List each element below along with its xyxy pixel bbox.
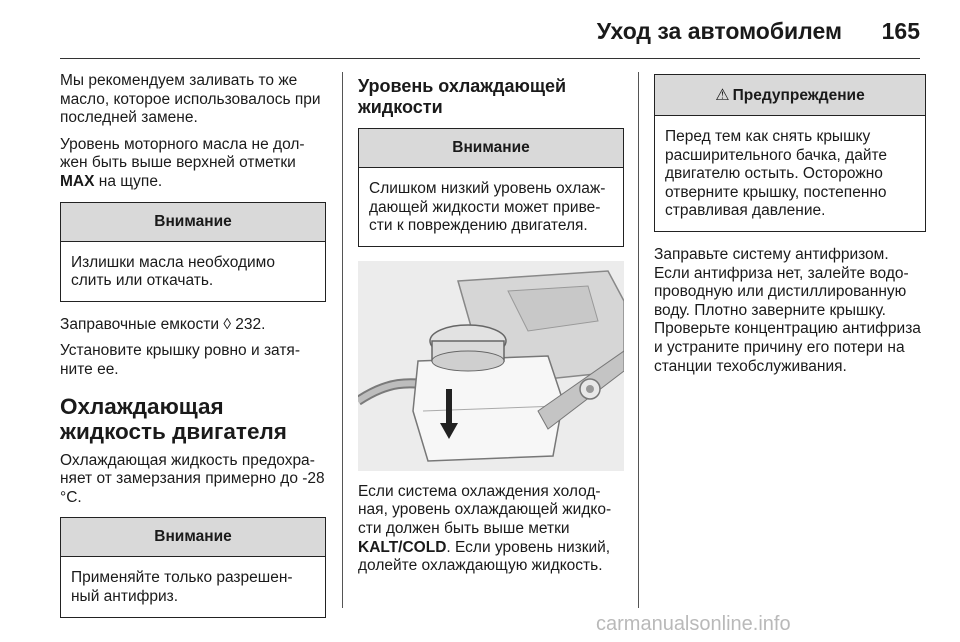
column-right (654, 72, 926, 384)
caution-title: Внимание (61, 518, 325, 557)
caution-text: Слишком низкий уровень охлаждающей жидкости может привести к повреждению двигателя. (369, 180, 606, 235)
warning-box (654, 74, 926, 232)
paragraph: Охлаждающая жидкость предохраняет от замерзания примерно до -28 °C. (60, 451, 325, 506)
kalt-cold-mark: KALT/COLD (358, 538, 447, 556)
coolant-reservoir-illustration (358, 261, 624, 471)
column-divider (638, 72, 639, 608)
caution-text: Излишки масла необходимо слить или откачать. (71, 253, 275, 290)
paragraph (60, 136, 326, 192)
paragraph-text: Если система охлаждения холодная, уровень охлаждающей жидкости должен быть выше метки (358, 482, 612, 537)
paragraph-text: на щупе. (94, 172, 163, 190)
paragraph (358, 483, 624, 576)
watermark: carmanualsonline.info (596, 613, 791, 635)
header-divider (60, 58, 920, 59)
caution-title: Внимание (61, 203, 325, 242)
column-divider (342, 72, 343, 608)
section-heading: Охлаждающая жидкость двигателя (60, 393, 287, 444)
paragraph: Мы рекомендуем заливать то же масло, которое использовалось при последней замене. (60, 72, 321, 127)
subsection-heading: Уровень охлаждающей жидкости (358, 76, 567, 117)
caution-text: Применяйте только разрешенный антифриз. (71, 569, 293, 605)
page-header (60, 14, 920, 54)
caution-box (358, 128, 624, 247)
paragraph: Установите крышку ровно и затяните ее. (60, 342, 300, 378)
warning-title-bar (655, 75, 925, 116)
page-number: 165 (881, 18, 920, 44)
paragraph: Заправьте систему антифризом. Если антифриза нет, залейте водопроводную или дистиллированную воду. Плотно заверните крышку. Проверьте концентрацию антифриза и устраните причину его потери на станции техобслуживания. (654, 245, 921, 375)
caution-box (60, 517, 326, 617)
warning-triangle-icon: ⚠ (715, 87, 730, 104)
warning-text: Перед тем как снять крышку расширительного бачка, дайте двигателю остыть. Осторожно отверните крышку, постепенно стравливая давление. (665, 128, 888, 220)
chapter-title: Уход за автомобилем (596, 18, 842, 44)
warning-title: Предупреждение (732, 87, 865, 104)
column-left (60, 72, 326, 632)
column-middle (358, 72, 624, 584)
capacities-reference: Заправочные емкости ◊ 232. (60, 315, 266, 333)
max-mark: MAX (60, 172, 95, 190)
caution-box (60, 202, 326, 302)
caution-title: Внимание (359, 129, 623, 168)
paragraph-text: . Если уровень низкий, долейте охлаждающую жидкость. (358, 538, 611, 575)
paragraph-text: Уровень моторного масла не должен быть выше верхней отметки (60, 135, 305, 172)
